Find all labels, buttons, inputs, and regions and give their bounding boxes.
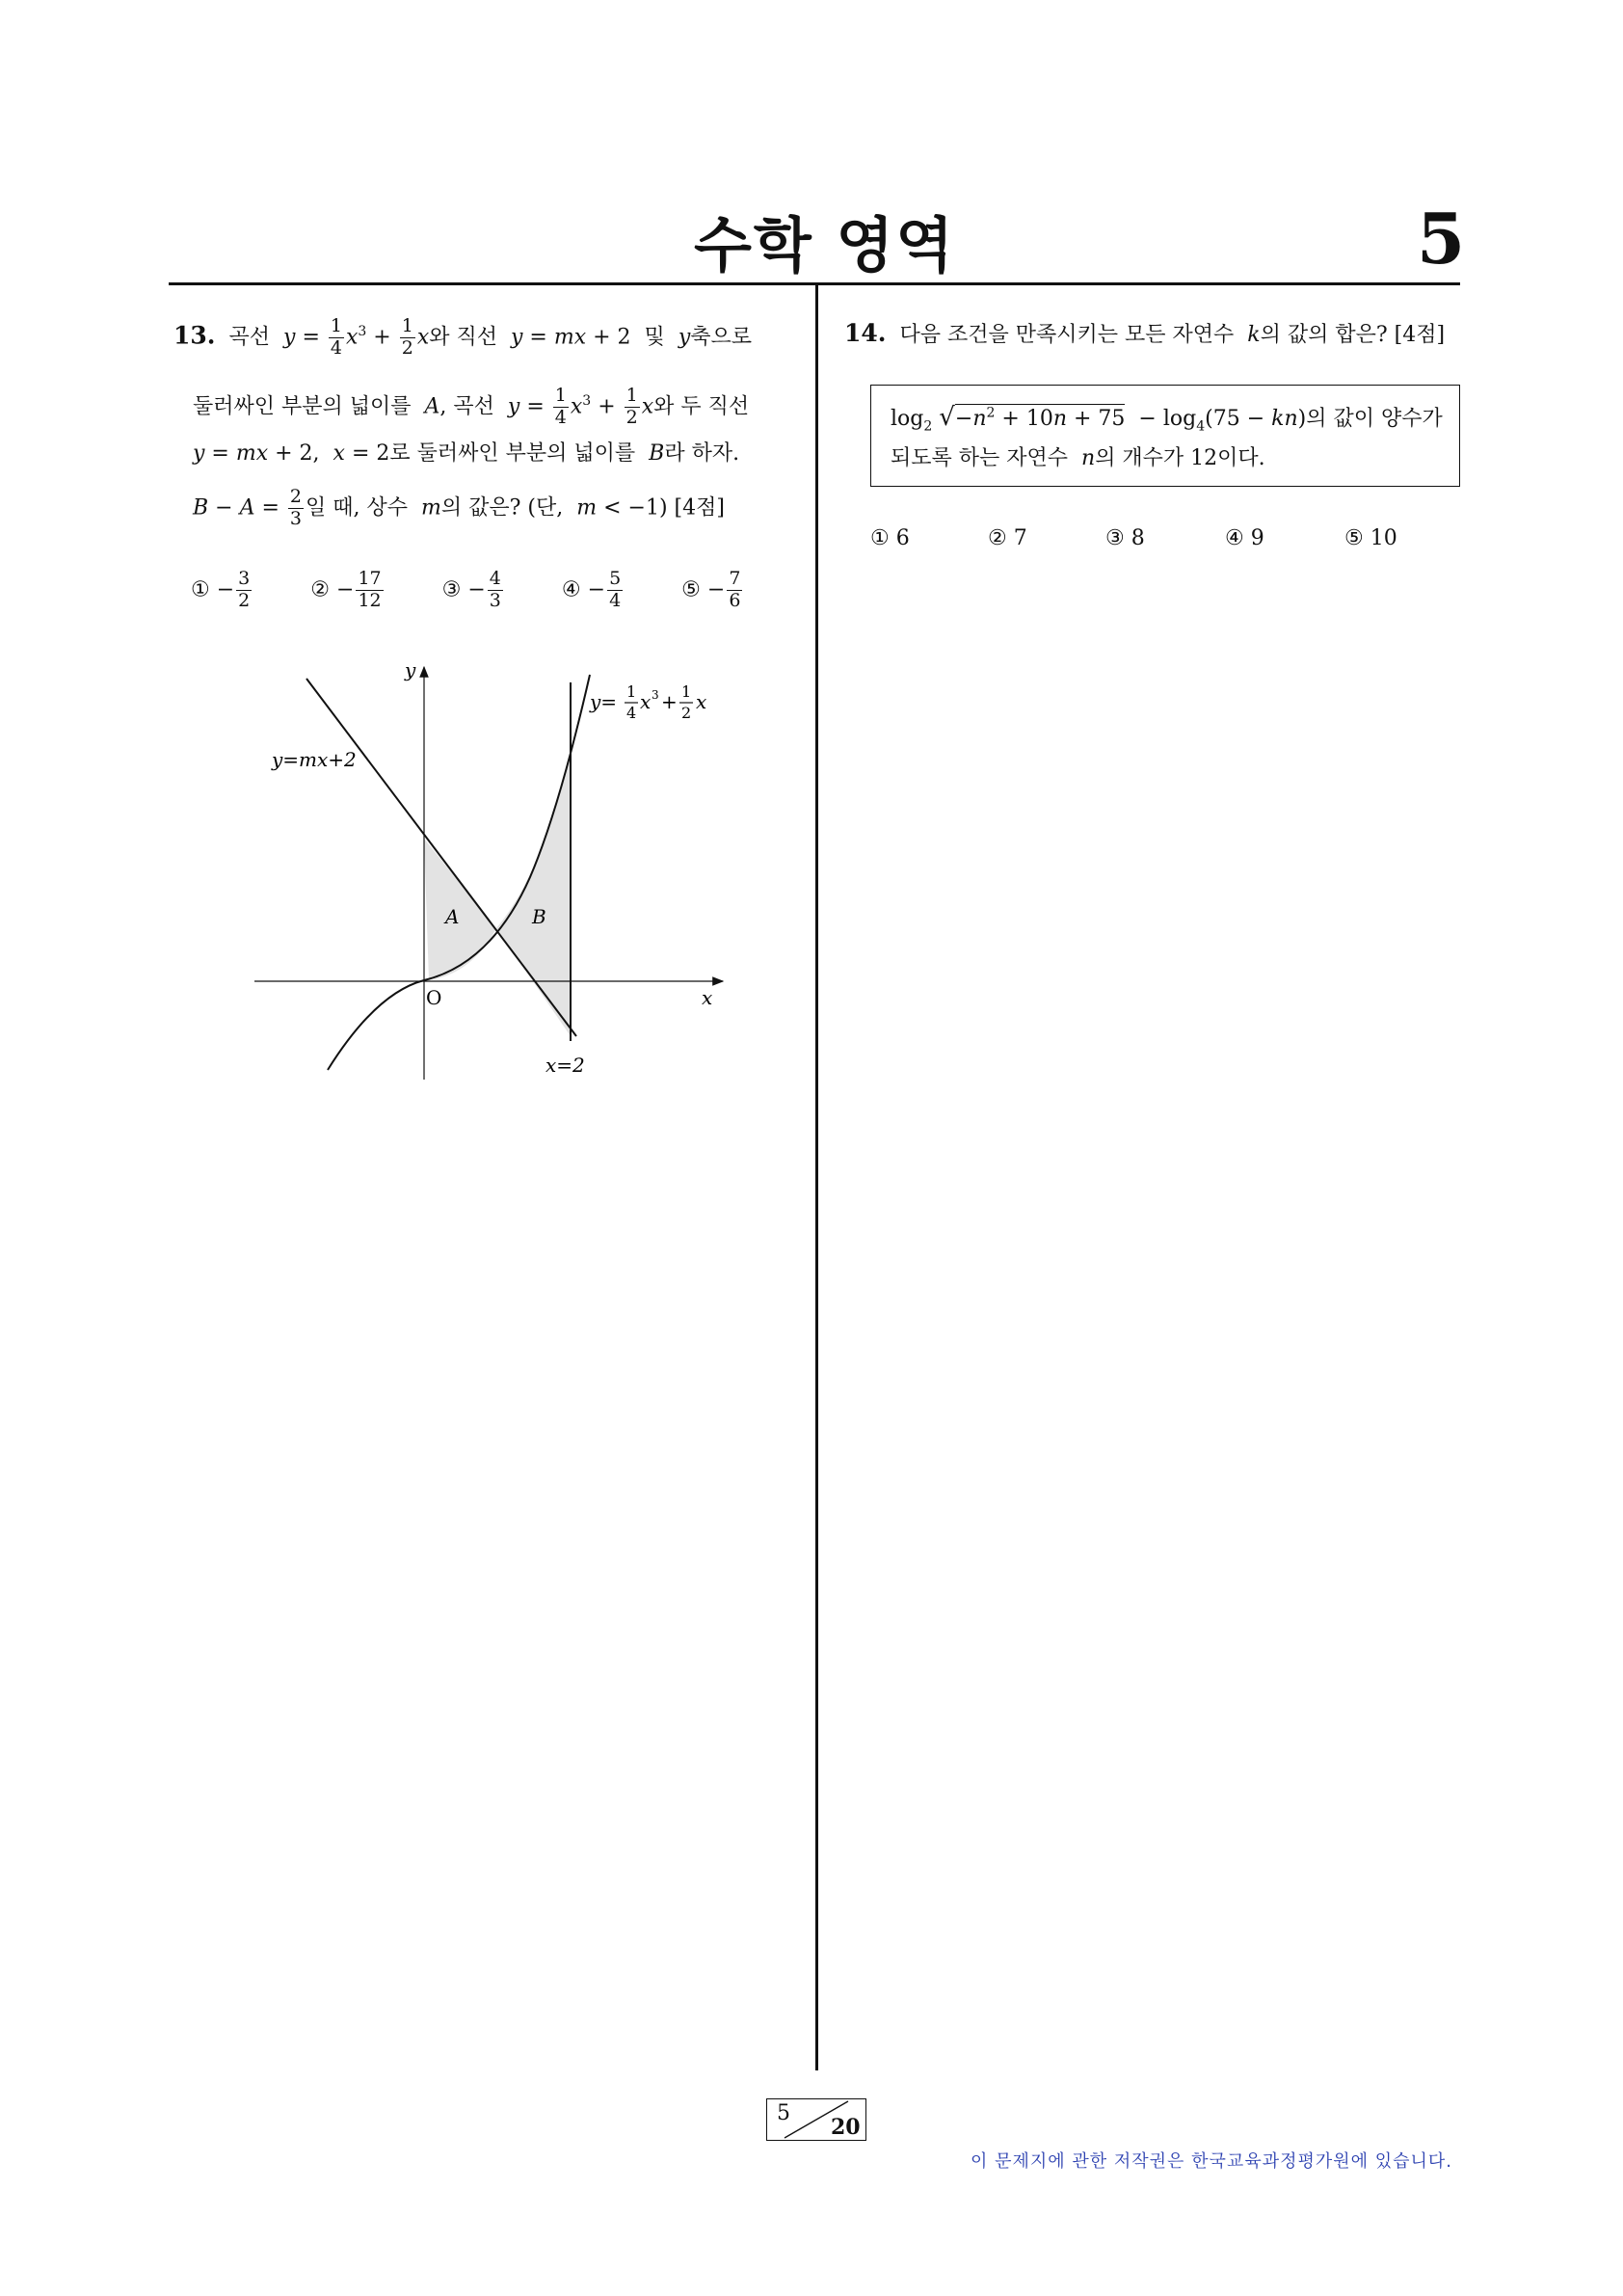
q13-line3: y = mx + 2, x = 2로 둘러싸인 부분의 넓이를 B라 하자. (193, 441, 740, 466)
region-a-shade (424, 839, 496, 980)
copyright-notice: 이 문제지에 관한 저작권은 한국교육과정평가원에 있습니다. (971, 2151, 1453, 2172)
y-axis-label: y (405, 658, 416, 681)
q13-figure (241, 655, 742, 1099)
q14-choice-3[interactable]: ③ 8 (1105, 526, 1145, 550)
q14-choice-4[interactable]: ④ 9 (1225, 526, 1264, 550)
page-number: 5 (1417, 198, 1466, 280)
column-divider (815, 282, 818, 2070)
q13-choice-5[interactable]: ⑤ − $\frac{7}{6}$ (681, 568, 741, 611)
q14-choice-5[interactable]: ⑤ 10 (1344, 526, 1397, 550)
q14-condition-box (870, 385, 1460, 487)
q14-choice-1[interactable]: ① 6 (870, 526, 910, 550)
subject-title: 수학 영역 (694, 210, 956, 280)
svg-text:2: 2 (681, 704, 692, 722)
region-a-label: A (445, 905, 460, 928)
header-rule (169, 282, 1460, 285)
line-mx-plus-2 (306, 679, 576, 1036)
q14-box-line1: $\log_2 √-n^2 + 10n + 75 - \log_4(75 - kn)$의 값이 양수가 (891, 403, 1443, 435)
vline-label: x=2 (545, 1054, 585, 1077)
q14-number: 14. (844, 319, 887, 347)
q13-number: 13. (173, 321, 216, 350)
x-axis-label: x (702, 986, 713, 1009)
svg-text:x: x (640, 690, 652, 713)
svg-text:1: 1 (681, 682, 692, 701)
line-label: y=mx+2 (272, 748, 357, 771)
q13-choice-4[interactable]: ④ − $\frac{5}{4}$ (561, 568, 622, 611)
total-pages: 20 (831, 2115, 861, 2140)
q13-choices (191, 569, 794, 612)
current-page: 5 (777, 2101, 790, 2125)
q13-line1: 13. 곡선 y = $\frac{1}{4}$ $x^3$ + $\frac{1}{2}$ x와 직선 y = mx + 2 및 y축으로 (173, 315, 753, 359)
q13-choice-3[interactable]: ③ − $\frac{4}{3}$ (441, 568, 501, 611)
origin-label: O (426, 986, 442, 1009)
page-indicator (766, 2098, 866, 2141)
region-b-label: B (532, 905, 546, 928)
curve-label (589, 682, 706, 722)
q14-line1: 14. 다음 조건을 만족시키는 모든 자연수 k의 값의 합은? [4점] (844, 319, 1446, 347)
svg-text:1: 1 (626, 682, 637, 701)
q13-choice-2[interactable]: ② − $\frac{17}{12}$ (310, 568, 382, 611)
svg-text:3: 3 (652, 688, 659, 702)
q14-box-line2: 되도록 하는 자연수 n의 개수가 12이다. (891, 446, 1265, 470)
q13-line2: 둘러싸인 부분의 넓이를 A, 곡선 y = $\frac{1}{4}$ $x^3$ + $\frac{1}{2}$ x와 두 직선 (193, 385, 750, 428)
svg-text:x: x (696, 690, 707, 713)
svg-text:y=: y= (590, 690, 618, 713)
q13-line4: B − A = $\frac{2}{3}$ 일 때, 상수 m의 값은? (단, m < −1) [4점] (193, 486, 725, 529)
region-b-shade (496, 757, 571, 1036)
q14-choice-2[interactable]: ② 7 (988, 526, 1027, 550)
svg-text:+: + (661, 690, 678, 713)
q13-choice-1[interactable]: ① − $\frac{3}{2}$ (191, 568, 251, 611)
svg-text:4: 4 (626, 704, 637, 722)
